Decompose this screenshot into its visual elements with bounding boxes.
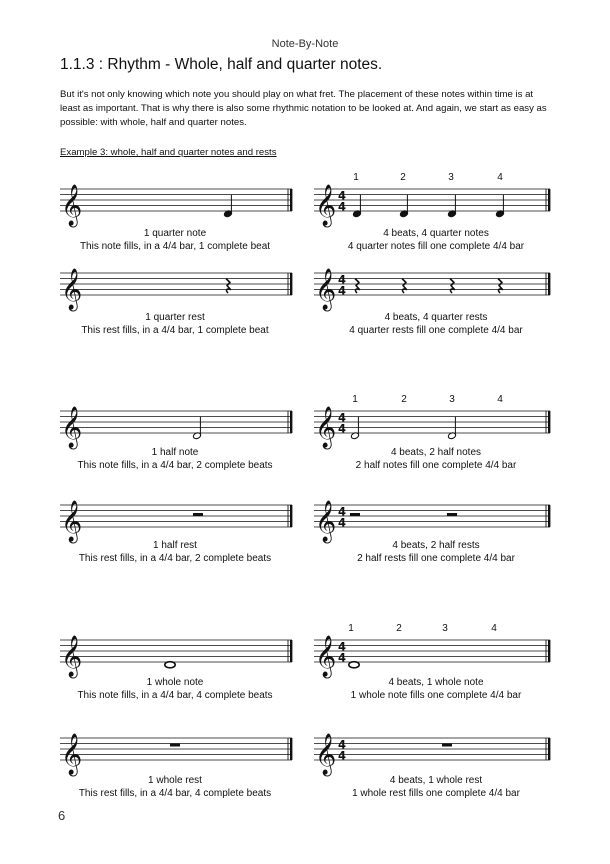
- page-number: 6: [58, 808, 66, 823]
- beat-number: 1: [348, 623, 354, 634]
- caption-half-note: 1 half note This note fills, in a 4/4 bar, 2 complete beats: [77, 447, 273, 471]
- half-rest-icon: [193, 513, 203, 516]
- treble-clef-icon: 𝄞: [315, 636, 337, 677]
- staff-half-rests-bar: [312, 487, 552, 547]
- caption-half-notes-bar: 4 beats, 2 half notes 2 half notes fill one complete 4/4 bar: [355, 447, 517, 471]
- svg-text:4: 4: [338, 421, 347, 436]
- treble-clef-icon: 𝄞: [61, 185, 83, 226]
- staff-whole-rest: [58, 720, 294, 780]
- time-signature: [338, 273, 346, 298]
- staff-lines: [60, 273, 292, 295]
- staff-whole-note: [58, 622, 294, 682]
- svg-text:4: 4: [338, 639, 347, 654]
- beat-number: 3: [449, 394, 455, 405]
- whole-rest-icon: [170, 744, 180, 747]
- svg-text:4: 4: [338, 199, 347, 214]
- time-signature: [338, 505, 346, 530]
- quarter-note-icon: [495, 195, 504, 218]
- quarter-rest-icon: [402, 279, 407, 294]
- treble-clef-icon: 𝄞: [61, 501, 83, 542]
- time-signature: [338, 411, 346, 436]
- half-rest-icon: [447, 513, 457, 516]
- staff-quarter-note: [58, 171, 294, 231]
- quarter-note-icon: [223, 195, 232, 218]
- half-note-icon: [350, 417, 359, 440]
- quarter-rest-icon: [226, 279, 231, 294]
- beat-number: 1: [352, 394, 358, 405]
- half-rest-icon: [350, 513, 360, 516]
- caption-whole-note: 1 whole note This note fills, in a 4/4 bar, 4 complete beats: [77, 677, 273, 701]
- caption-half-rest: 1 half rest This rest fills, in a 4/4 bar, 2 complete beats: [78, 540, 272, 564]
- treble-clef-icon: 𝄞: [315, 734, 337, 775]
- treble-clef-icon: 𝄞: [61, 269, 83, 310]
- beat-number: 4: [497, 394, 503, 405]
- half-note-icon: [447, 417, 456, 440]
- quarter-rest-icon: [498, 279, 503, 294]
- svg-text:4: 4: [338, 283, 347, 298]
- running-header: Note-By-Note: [271, 38, 339, 50]
- staff-lines: [60, 505, 292, 527]
- beat-number: 3: [448, 172, 454, 183]
- svg-text:4: 4: [338, 504, 347, 519]
- beat-number: 1: [353, 172, 359, 183]
- treble-clef-icon: 𝄞: [315, 269, 337, 310]
- quarter-note-icon: [399, 195, 408, 218]
- time-signature: [338, 640, 346, 665]
- svg-text:4: 4: [338, 188, 347, 203]
- svg-text:4: 4: [338, 737, 347, 752]
- whole-note-icon: [349, 662, 359, 668]
- staff-quarter-rests-bar: [312, 255, 552, 315]
- svg-text:4: 4: [338, 410, 347, 425]
- beat-number: 4: [491, 623, 497, 634]
- staff-lines: [314, 189, 550, 211]
- staff-lines: [60, 640, 292, 662]
- staff-whole-rest-bar: [312, 720, 552, 780]
- staff-quarter-rest: [58, 255, 294, 315]
- staff-lines: [60, 189, 292, 211]
- beat-number: 4: [497, 172, 503, 183]
- staff-half-rest: [58, 487, 294, 547]
- staff-lines: [314, 505, 550, 527]
- caption-whole-note-bar: 4 beats, 1 whole note 1 whole note fills one complete 4/4 bar: [350, 677, 522, 701]
- staff-lines: [314, 273, 550, 295]
- quarter-note-icon: [447, 195, 456, 218]
- caption-half-rests-bar: 4 beats, 2 half rests 2 half rests fill one complete 4/4 bar: [357, 540, 515, 564]
- caption-quarter-rests-bar: 4 beats, 4 quarter rests 4 quarter rests fill one complete 4/4 bar: [349, 312, 523, 336]
- treble-clef-icon: 𝄞: [61, 636, 83, 677]
- treble-clef-icon: 𝄞: [315, 407, 337, 448]
- quarter-rest-icon: [450, 279, 455, 294]
- staff-lines: [60, 738, 292, 760]
- svg-text:4: 4: [338, 515, 347, 530]
- staff-lines: [314, 738, 550, 760]
- svg-text:4: 4: [338, 748, 347, 763]
- quarter-rest-icon: [355, 279, 360, 294]
- caption-quarter-note: 1 quarter note This note fills, in a 4/4 bar, 1 complete beat: [79, 228, 271, 252]
- time-signature: [338, 189, 346, 214]
- whole-note-icon: [165, 662, 175, 668]
- caption-quarter-notes-bar: 4 beats, 4 quarter notes 4 quarter notes fill one complete 4/4 bar: [347, 228, 525, 252]
- whole-rest-icon: [442, 744, 452, 747]
- intro-paragraph: But it's not only knowing which note you should play on what fret. The placement of these notes within time is at least as important. That is why there is also some rhythmic notation to be looked at. And again, we start as easy as possible: with whole, half and quarter notes.: [60, 89, 547, 128]
- svg-text:4: 4: [338, 650, 347, 665]
- caption-whole-rest: 1 whole rest This rest fills, in a 4/4 bar, 4 complete beats: [78, 775, 272, 799]
- caption-quarter-rest: 1 quarter rest This rest fills, in a 4/4 bar, 1 complete beat: [81, 312, 269, 336]
- example-label: Example 3: whole, half and quarter notes and rests: [60, 147, 277, 158]
- quarter-note-icon: [352, 195, 361, 218]
- beat-number: 2: [400, 172, 406, 183]
- caption-whole-rest-bar: 4 beats, 1 whole rest 1 whole rest fills one complete 4/4 bar: [352, 775, 520, 799]
- staff-lines: [60, 411, 292, 433]
- staff-lines: [314, 640, 550, 662]
- staff-half-note: [58, 393, 294, 453]
- treble-clef-icon: 𝄞: [315, 501, 337, 542]
- half-note-icon: [192, 417, 201, 440]
- beat-number: 3: [442, 623, 448, 634]
- section-title: 1.1.3 : Rhythm - Whole, half and quarter notes.: [60, 56, 383, 73]
- time-signature: [338, 738, 346, 763]
- beat-number: 2: [396, 623, 402, 634]
- treble-clef-icon: 𝄞: [315, 185, 337, 226]
- svg-text:4: 4: [338, 272, 347, 287]
- staff-lines: [314, 411, 550, 433]
- treble-clef-icon: 𝄞: [61, 407, 83, 448]
- beat-number: 2: [401, 394, 407, 405]
- treble-clef-icon: 𝄞: [61, 734, 83, 775]
